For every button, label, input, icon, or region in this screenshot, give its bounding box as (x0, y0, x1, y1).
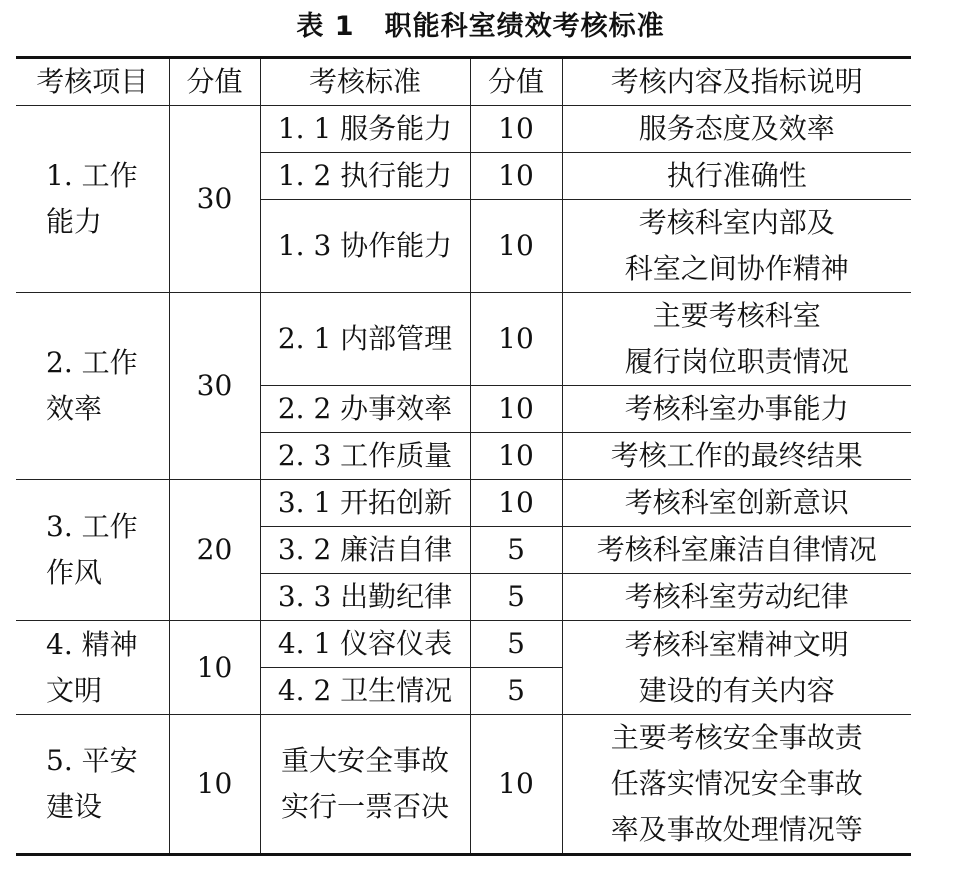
header-cell: 分值 (169, 58, 260, 106)
standard-cell: 1. 2 执行能力 (260, 153, 470, 200)
content-line: 考核科室廉洁自律情况 (596, 533, 877, 566)
content-line: 率及事故处理情况等 (610, 813, 863, 846)
caption-title: 职能科室绩效考核标准 (384, 11, 665, 42)
standard-cell: 2. 1 内部管理 (260, 293, 470, 386)
item-score-cell: 10 (470, 106, 562, 153)
header-row (16, 58, 911, 106)
project-line: 4. 精神 (46, 627, 138, 661)
content-line: 主要考核安全事故责 (610, 721, 863, 754)
standard-cell: 1. 3 协作能力 (260, 200, 470, 293)
content-line: 考核科室劳动纪律 (624, 580, 849, 613)
table-row (16, 480, 911, 527)
content-cell (562, 386, 911, 433)
content-line: 主要考核科室 (652, 299, 821, 332)
content-cell (562, 153, 911, 200)
table-row (16, 293, 911, 386)
content-cell (562, 106, 911, 153)
project-line: 1. 工作 (46, 159, 138, 192)
content-line: 任落实情况安全事故 (610, 767, 863, 800)
standard-cell: 4. 1 仪容仪表 (260, 621, 470, 668)
item-score-cell: 5 (470, 574, 562, 621)
group-score-cell: 10 (169, 621, 260, 715)
table-caption (0, 10, 961, 44)
content-cell (562, 293, 911, 386)
standard-cell: 3. 1 开拓创新 (260, 480, 470, 527)
project-cell (16, 621, 169, 715)
project-cell (16, 715, 169, 855)
header-cell: 考核标准 (260, 58, 470, 106)
standard-cell: 3. 2 廉洁自律 (260, 527, 470, 574)
content-line: 考核科室办事能力 (624, 392, 849, 425)
header-cell: 考核内容及指标说明 (562, 58, 911, 106)
content-line: 执行准确性 (666, 159, 807, 192)
item-score-cell: 5 (470, 621, 562, 668)
standard-cell: 2. 3 工作质量 (260, 433, 470, 480)
project-line: 建设 (46, 790, 103, 823)
group-score-cell: 30 (169, 293, 260, 480)
standard-cell: 1. 1 服务能力 (260, 106, 470, 153)
project-line: 能力 (46, 205, 103, 238)
item-score-cell: 10 (470, 433, 562, 480)
content-cell (562, 200, 911, 293)
header-cell: 考核项目 (16, 58, 169, 106)
item-score-cell: 10 (470, 715, 562, 855)
standard-cell: 2. 2 办事效率 (260, 386, 470, 433)
content-line: 建设的有关内容 (638, 673, 835, 707)
item-score-cell: 10 (470, 386, 562, 433)
standard-line: 实行一票否决 (280, 790, 449, 823)
content-line: 考核工作的最终结果 (610, 439, 863, 472)
project-cell (16, 480, 169, 621)
project-line: 2. 工作 (46, 346, 138, 379)
content-cell (562, 527, 911, 574)
project-cell (16, 106, 169, 293)
project-line: 作风 (46, 556, 103, 589)
content-line: 考核科室内部及 (638, 206, 835, 239)
header-cell: 分值 (470, 58, 562, 106)
standard-cell: 4. 2 卫生情况 (260, 668, 470, 715)
standard-line: 重大安全事故 (280, 744, 449, 777)
group-score-cell: 10 (169, 715, 260, 855)
table-body (16, 106, 911, 855)
content-line: 履行岗位职责情况 (624, 345, 849, 378)
group-score-cell: 20 (169, 480, 260, 621)
content-cell (562, 621, 911, 715)
project-line: 文明 (46, 673, 103, 707)
project-line: 5. 平安 (46, 744, 138, 777)
table-row (16, 106, 911, 153)
content-line: 服务态度及效率 (638, 112, 835, 145)
content-cell (562, 715, 911, 855)
content-line: 科室之间协作精神 (624, 252, 849, 285)
item-score-cell: 10 (470, 293, 562, 386)
project-line: 3. 工作 (46, 510, 138, 543)
content-line: 考核科室精神文明 (624, 627, 849, 661)
group-score-cell: 30 (169, 106, 260, 293)
caption-number: 表 1 (296, 11, 355, 42)
table-row (16, 621, 911, 668)
standard-cell: 3. 3 出勤纪律 (260, 574, 470, 621)
project-cell (16, 293, 169, 480)
item-score-cell: 10 (470, 480, 562, 527)
content-line: 考核科室创新意识 (624, 486, 849, 519)
content-cell (562, 433, 911, 480)
content-cell (562, 480, 911, 527)
table-row (16, 715, 911, 855)
item-score-cell: 5 (470, 527, 562, 574)
assessment-table (16, 56, 911, 856)
item-score-cell: 10 (470, 200, 562, 293)
standard-cell (260, 715, 470, 855)
item-score-cell: 5 (470, 668, 562, 715)
project-line: 效率 (46, 392, 103, 425)
content-cell (562, 574, 911, 621)
item-score-cell: 10 (470, 153, 562, 200)
